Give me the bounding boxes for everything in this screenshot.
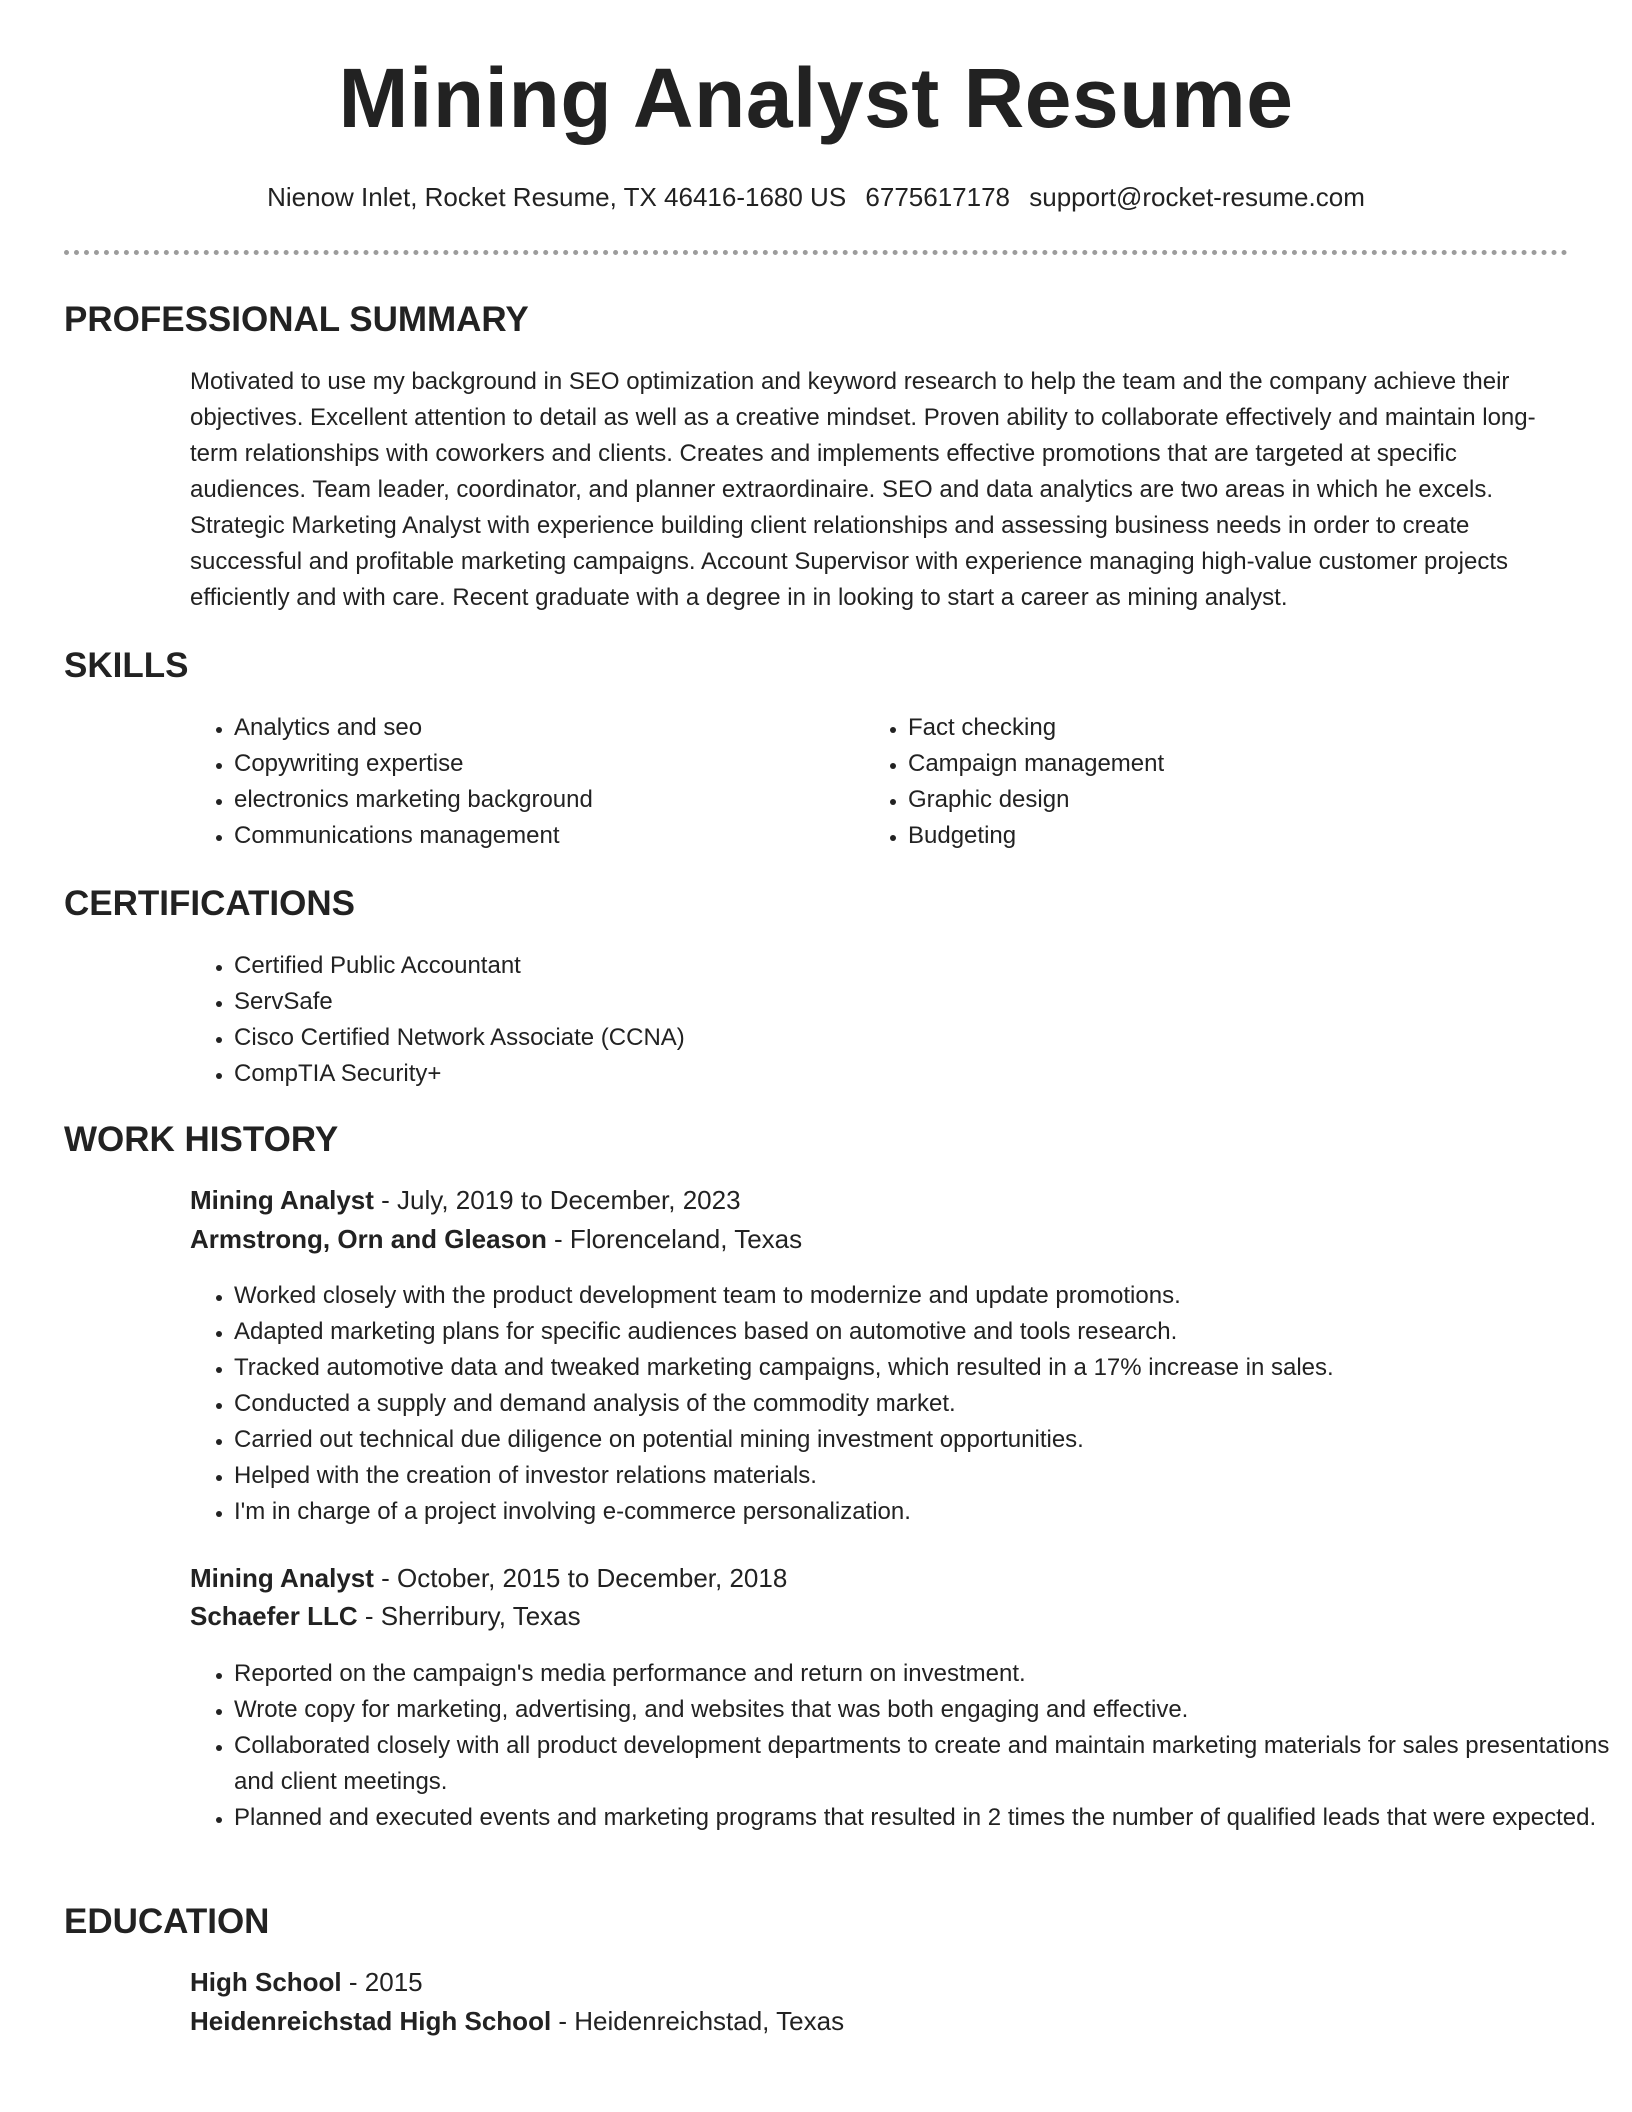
list-item: • Reported on the campaign's media performance and return on investment. (234, 1656, 1610, 1692)
list-item: • CompTIA Security+ (234, 1056, 1534, 1092)
section-title-work-history: WORK HISTORY (64, 1120, 339, 1159)
job-title-line (190, 1185, 741, 1216)
job-company: Armstrong, Orn and Gleason (190, 1224, 547, 1254)
job-location: - Sherribury, Texas (357, 1601, 581, 1631)
list-item: • Worked closely with the product development team to modernize and update promotions. (234, 1278, 1610, 1314)
education-school-line (190, 2006, 844, 2037)
education-degree-line (190, 1967, 423, 1998)
skills-list-right (864, 710, 1508, 854)
job-company-line (190, 1601, 581, 1632)
education-location: - Heidenreichstad, Texas (551, 2006, 845, 2036)
list-item: • Adapted marketing plans for specific audiences based on automotive and tools research. (234, 1314, 1610, 1350)
section-title-summary: PROFESSIONAL SUMMARY (64, 300, 529, 339)
summary-text: Motivated to use my background in SEO optimization and keyword research to help the team and the company achieve their objectives. Excellent attention to detail as well as a creative mindset. Proven ability to collaborate effectively and maintain long-term relationships with coworkers and clients. Creates and implements effective promotions that are targeted at specific audiences. Team leader, coordinator, and planner extraordinaire. SEO and data analytics are two areas in which he excels. Strategic Marketing Analyst with experience building client relationships and assessing business needs in order to create successful and profitable marketing campaigns. Account Supervisor with experience managing high-value customer projects efficiently and with care. Recent graduate with a degree in in looking to start a career as mining analyst. (190, 368, 1536, 611)
job-dates: - July, 2019 to December, 2023 (373, 1185, 741, 1215)
section-title-skills: SKILLS (64, 646, 189, 685)
job-company: Schaefer LLC (190, 1601, 358, 1631)
certifications-list (190, 948, 1534, 1092)
header-divider (64, 250, 1568, 255)
list-item: • Helped with the creation of investor relations materials. (234, 1458, 1610, 1494)
contact-email: support@rocket-resume.com (1029, 182, 1365, 212)
list-item: • electronics marketing background (234, 782, 834, 818)
job-company-line (190, 1224, 802, 1255)
list-item: • Graphic design (908, 782, 1508, 818)
job-dates: - October, 2015 to December, 2018 (373, 1563, 788, 1593)
job-location: - Florenceland, Texas (546, 1224, 803, 1254)
education-school: Heidenreichstad High School (190, 2006, 552, 2036)
education-degree: High School (190, 1967, 342, 1997)
section-title-education: EDUCATION (64, 1902, 270, 1941)
contact-line (0, 182, 1632, 213)
list-item: • Analytics and seo (234, 710, 834, 746)
list-item: • I'm in charge of a project involving e-commerce personalization. (234, 1494, 1610, 1530)
education-year: - 2015 (341, 1967, 423, 1997)
list-item: • Tracked automotive data and tweaked marketing campaigns, which resulted in a 17% increase in sales. (234, 1350, 1610, 1386)
resume-title: Mining Analyst Resume (338, 51, 1294, 145)
job-role: Mining Analyst (190, 1563, 374, 1593)
contact-address: Nienow Inlet, Rocket Resume, TX 46416-1680 US (267, 182, 847, 212)
job-title-line (190, 1563, 787, 1594)
list-item: • Carried out technical due diligence on potential mining investment opportunities. (234, 1422, 1610, 1458)
list-item: • Planned and executed events and marketing programs that resulted in 2 times the number of qualified leads that were expected. (234, 1800, 1610, 1836)
job-bullets (190, 1656, 1610, 1836)
list-item: • Communications management (234, 818, 834, 854)
list-item: • Collaborated closely with all product development departments to create and maintain marketing materials for sales presentations and client meetings. (234, 1728, 1610, 1800)
list-item: • Conducted a supply and demand analysis of the commodity market. (234, 1386, 1610, 1422)
job-bullets (190, 1278, 1610, 1530)
list-item: • Copywriting expertise (234, 746, 834, 782)
list-item: • Campaign management (908, 746, 1508, 782)
list-item: • Fact checking (908, 710, 1508, 746)
contact-phone: 6775617178 (865, 182, 1011, 212)
skills-list-left (190, 710, 834, 854)
list-item: • ServSafe (234, 984, 1534, 1020)
list-item: • Wrote copy for marketing, advertising, and websites that was both engaging and effective. (234, 1692, 1610, 1728)
section-title-certifications: CERTIFICATIONS (64, 884, 356, 923)
list-item: • Cisco Certified Network Associate (CCNA) (234, 1020, 1534, 1056)
list-item: • Certified Public Accountant (234, 948, 1534, 984)
list-item: • Budgeting (908, 818, 1508, 854)
job-role: Mining Analyst (190, 1185, 374, 1215)
